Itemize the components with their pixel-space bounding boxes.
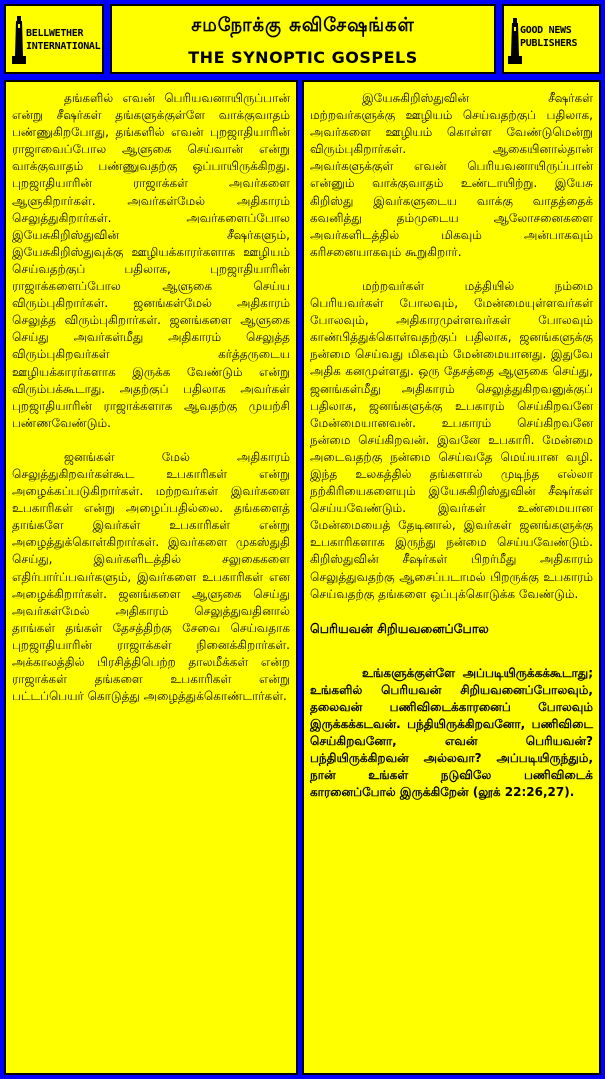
- page-title-english: THE SYNOPTIC GOSPELS: [188, 48, 418, 67]
- lighthouse-icon: [12, 16, 26, 64]
- scripture-verse: உங்களுக்குள்ளே அப்படியிருக்கக்கூடாது; உங்களில் பெரியவன் சிறியவனைப்போலவும், தலைவன் பணிவிடைக்காரனைப் போலவும் இருக்கக்கடவன். பந்தியிருக்கிறவனோ, பணிவிடை செய்கிறவனோ, எவன் பெரியவன்? பந்தியிருக்கிறவன் அல்லவா? அப்படியிருந்தும், நான் உங்கள் நடுவிலே பணிவிடைக் காரனைப்போல் இருக்கிறேன் (லூக் 22:26,27).: [310, 665, 593, 800]
- paragraph: தங்களில் எவன் பெரியவனாயிருப்பான் என்று சீஷர்கள் தங்களுக்குள்ளே வாக்குவாதம் பண்ணுகிறபோது, தங்களில் எவன் புறஜாதியாரின் ராஜாவைப்போல ஆளுகை செய்வான் என்று வாக்குவாதம் பண்ணுவதற்கு ஒப்பாயிருக்கிறது. புறஜாதியாரின் ராஜாக்கள் அவர்களை ஆளுகிறார்கள். அவர்கள்மேல் அதிகாரம் செலுத்துகிறார்கள். அவர்களைப்போல இயேசுகிறிஸ்துவின் சீஷர்களும், இயேசுகிறிஸ்துவுக்கு ஊழியக்காரர்களாக ஊழியம் செய்வதற்குப் பதிலாக, புறஜாதியாரின் ராஜாக்களைப்போல ஆளுகை செய்ய விரும்புகிறார்கள். ஜனங்கள்மேல் அதிகாரம் செலுத்த விரும்புகிறார்கள். ஜனங்களை ஆளுகை செய்து அவர்கள்மீது அதிகாரம் செலுத்த விரும்புகிறவர்கள் கர்த்தருடைய ஊழியக்காரர்களாக இருக்க வேண்டும் என்று விரும்பக்கூடாது. அதற்குப் பதிலாக அவர்கள் புறஜாதியாரின் ராஜாக்களாக ஆவதற்கு முயற்சி பண்ணவேண்டும்.: [12, 91, 290, 430]
- paragraph: இயேசுகிறிஸ்துவின் சீஷர்கள் மற்றவர்களுக்கு ஊழியம் செய்வதற்குப் பதிலாக, அவர்களை ஊழியம் கொள்ள வேண்டுமென்று விரும்புகிறார்கள். ஆகையினால்தான் அவர்களுக்குள் எவன் பெரியவனாயிருப்பான் என்னும் வாக்குவாதம் உண்டாயிற்று. இயேசு கிறிஸ்து இவர்களுடைய வாக்கு வாதத்தைக் கவனித்து தம்முடைய ஆலோசனைகளை அவர்களிடத்தில் மிகவும் அன்பாகவும் கரிசனையாகவும் கூறுகிறார்.: [310, 91, 593, 259]
- right-column: [302, 80, 601, 1075]
- page-title-tamil: சமநோக்கு சுவிசேஷங்கள்: [191, 14, 415, 36]
- page-header: [0, 0, 605, 78]
- good-news-logo: [502, 4, 601, 74]
- logo-right-line2: PUBLISHERS: [520, 38, 578, 49]
- section-heading: பெரியவன் சிறியவனைப்போல: [310, 620, 489, 636]
- paragraph: ஜனங்கள் மேல் அதிகாரம் செலுத்துகிறவர்கள்கூட உபகாரிகள் என்று அழைக்கப்படுகிறார்கள். மற்றவர்கள் இவர்களை உபகாரிகள் என்று அழைப்பதில்லை. தங்களைத் தாங்களே இவர்கள் உபகாரிகள் என்று அழைத்துக்கொள்கிறார்கள். இவர்களை முகஸ்துதி செய்து, இவர்களிடத்தில் சலுகைகளை எதிர்பார்ப்பவர்களும், இவர்களை உபகாரிகள் என அழைக்கிறார்கள். ஜனங்களை ஆளுகை செய்து அவர்கள்மேல் அதிகாரம் செலுத்துவதினால் தாங்கள் தங்கள் தேசத்திற்கு சேவை செய்வதாக புறஜாதியாரின் ராஜாக்கள் நினைக்கிறார்கள். அக்காலத்தில் பிரசித்திபெற்ற தாலமீக்கள் என்ற ராஜாக்கள் தங்களை உபகாரிகள் என்று பட்டப்பெயர் கொடுத்து அழைத்துக்கொண்டார்கள்.: [12, 449, 290, 704]
- logo-left-line2: INTERNATIONAL: [26, 41, 101, 52]
- bellwether-logo: [4, 4, 104, 74]
- logo-right-line1: GOOD NEWS: [520, 25, 572, 36]
- logo-left-line1: BELLWETHER: [26, 28, 84, 39]
- paragraph: மற்றவர்கள் மத்தியில் நம்மை பெரியவர்கள் போலவும், மேன்மையுள்ளவர்கள் போலவும், அதிகாரமுள்ளவர்கள் போலவும் காண்பித்துக்கொள்வதற்குப் பதிலாக, ஜனங்களுக்கு நன்மை செய்வது மிகவும் மேன்மையானது. இதுவே அதிக கனமுள்ளது. ஒரு தேசத்தை ஆளுகை செய்து, ஜனங்கள்மீது அதிகாரம் செலுத்துகிறவனுக்குப் பதிலாக, ஜனங்களுக்கு உபகாரம் செய்கிறவனே மேன்மையானவன். உபகாரம் செய்கிறவனே நன்மை செய்கிறவன். இவனே உபகாரி. மேன்மை அடைவதற்கு நன்மை செய்வதே மெய்யான வழி. இந்த உலகத்தில் தங்களால் முடிந்த எல்லா நற்கிரியைகளையும் இயேசுகிறிஸ்துவின் சீஷர்கள் செய்யவேண்டும். இவர்கள் உண்மையான மேன்மையைத் தேடினால், இவர்கள் ஜனங்களுக்கு உபகாரிகளாக இருந்து நன்மை செய்யவேண்டும். கிறிஸ்துவின் சீஷர்கள் பிறர்மீது அதிகாரம் செலுத்துவதற்கு ஆசைப்படாமல் பிறருக்கு உபகாரம் செய்வதற்கு தங்களை ஒப்புக்கொடுக்க வேண்டும்.: [310, 278, 593, 601]
- left-column: [4, 80, 298, 1075]
- title-panel: [110, 4, 496, 74]
